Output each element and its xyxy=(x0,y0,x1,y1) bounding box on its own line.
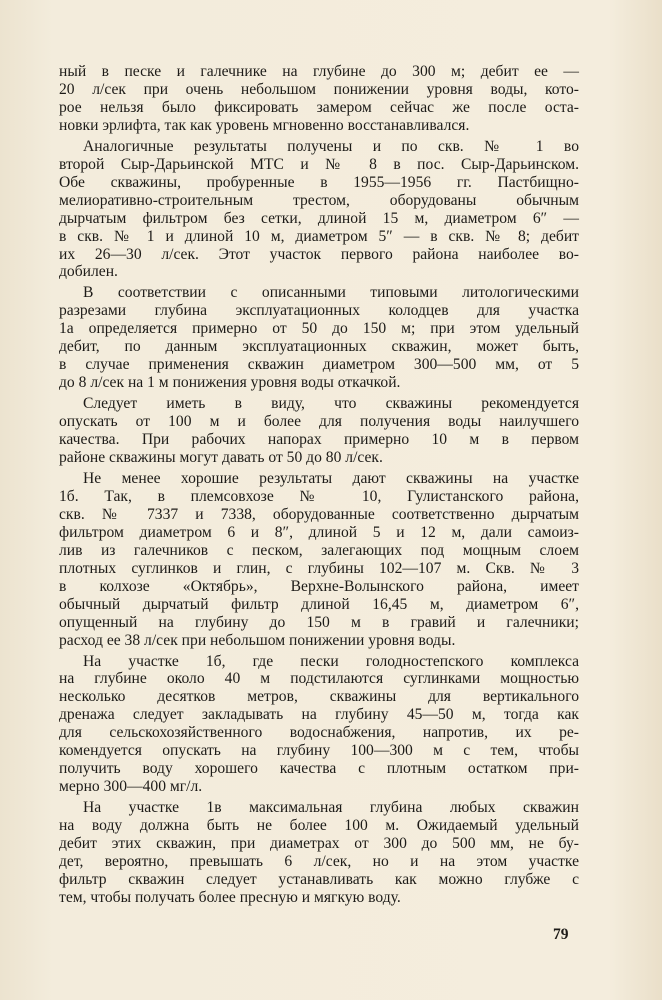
text-line: в скв. № 1 и длиной 10 м, диаметром 5″ — в скв. № 8; дебит xyxy=(59,227,579,245)
text-line: в колхозе «Октябрь», Верхне-Волынского района, имеет xyxy=(59,577,579,595)
text-line: 20 л/сек при очень небольшом понижении уровня воды, кото- xyxy=(59,80,579,98)
paragraph-p3 xyxy=(59,284,579,392)
text-line: опускать от 100 м и более для получения воды наилучшего xyxy=(59,413,579,431)
text-line: мерно 300—400 мг/л. xyxy=(59,778,203,796)
text-line: Обе скважины, пробуренные в 1955—1956 гг. Пастбищно- xyxy=(59,173,579,191)
text-line: в случае применения скважин диаметром 300—500 мм, от 5 xyxy=(59,356,579,374)
paragraph-p2 xyxy=(59,138,579,282)
paragraph-p6 xyxy=(59,653,579,797)
text-line: Аналогичные результаты получены и по скв. № 1 во xyxy=(83,137,579,155)
text-line: добилен. xyxy=(59,263,118,281)
text-line: их 26—30 л/сек. Этот участок первого района наиболее во- xyxy=(59,245,579,263)
text-line: разрезами глубина эксплуатационных колодцев для участка xyxy=(59,302,579,320)
paragraph-p5 xyxy=(59,470,579,650)
text-line: скв. № 7337 и 7338, оборудованные соответственно дырчатым xyxy=(59,505,579,523)
text-line: комендуется опускать на глубину 100—300 м с тем, чтобы xyxy=(59,742,579,760)
text-line: Не менее хорошие результаты дают скважины на участке xyxy=(83,469,579,487)
paragraph-p1 xyxy=(59,63,579,135)
body-text xyxy=(59,63,579,910)
text-line: качества. При рабочих напорах примерно 10 м в первом xyxy=(59,431,579,449)
text-line: рое нельзя было фиксировать замером сейчас же после оста- xyxy=(59,98,579,116)
text-line: обычный дырчатый фильтр длиной 16,45 м, диаметром 6″, xyxy=(59,595,579,613)
text-line: лив из галечников с песком, залегающих под мощным слоем xyxy=(59,541,579,559)
text-line: фильтр скважин следует устанавливать как можно глубже с xyxy=(59,870,579,888)
page-number: 79 xyxy=(553,926,569,943)
text-line: тем, чтобы получать более пресную и мягкую воду. xyxy=(59,888,401,906)
text-line: ный в песке и галечнике на глубине до 300 м; дебит ее — xyxy=(59,63,579,80)
text-line: для сельскохозяйственного водоснабжения, напротив, их ре- xyxy=(59,724,579,742)
text-line: опущенный на глубину до 150 м в гравий и галечники; xyxy=(59,613,579,631)
text-line: На участке 1в максимальная глубина любых скважин xyxy=(83,799,579,817)
text-line: получить воду хорошего качества с плотным остатком при- xyxy=(59,760,579,778)
text-line: В соответствии с описанными типовыми литологическими xyxy=(83,284,579,302)
paragraph-p7 xyxy=(59,799,579,907)
text-line: дебит этих скважин, при диаметрах от 300 до 500 мм, не бу- xyxy=(59,835,579,853)
text-line: На участке 1б, где пески голодностепского комплекса xyxy=(83,652,579,670)
text-line: 1б. Так, в племсовхозе № 10, Гулистанского района, xyxy=(59,487,579,505)
text-line: на глубине около 40 м подстилаются суглинками мощностью xyxy=(59,670,579,688)
text-line: расход ее 38 л/сек при небольшом понижении уровня воды. xyxy=(59,631,456,649)
text-line: новки эрлифта, так как уровень мгновенно восстанавливался. xyxy=(59,116,470,134)
text-line: на воду должна быть не более 100 м. Ожидаемый удельный xyxy=(59,817,579,835)
text-line: районе скважины могут давать от 50 до 80 л/сек. xyxy=(59,449,383,467)
text-line: 1а определяется примерно от 50 до 150 м; при этом удельный xyxy=(59,320,579,338)
text-line: дренажа следует закладывать на глубину 45—50 м, тогда как xyxy=(59,706,579,724)
paragraph-p4 xyxy=(59,395,579,467)
text-line: несколько десятков метров, скважины для вертикального xyxy=(59,688,579,706)
text-line: дырчатым фильтром без сетки, длиной 15 м, диаметром 6″ — xyxy=(59,209,579,227)
text-line: Следует иметь в виду, что скважины рекомендуется xyxy=(83,395,579,413)
text-line: фильтром диаметром 6 и 8″, длиной 5 и 12 м, дали самоиз- xyxy=(59,523,579,541)
text-line: дет, вероятно, превышать 6 л/сек, но и на этом участке xyxy=(59,852,579,870)
text-line: мелиоративно-строительным трестом, оборудованы обычным xyxy=(59,191,579,209)
text-line: второй Сыр-Дарьинской МТС и № 8 в пос. Сыр-Дарьинском. xyxy=(59,155,579,173)
text-line: дебит, по данным эксплуатационных скважин, может быть, xyxy=(59,338,579,356)
text-line: до 8 л/сек на 1 м понижения уровня воды откачкой. xyxy=(59,374,401,392)
text-line: плотных суглинков и глин, с глубины 102—107 м. Скв. № 3 xyxy=(59,559,579,577)
